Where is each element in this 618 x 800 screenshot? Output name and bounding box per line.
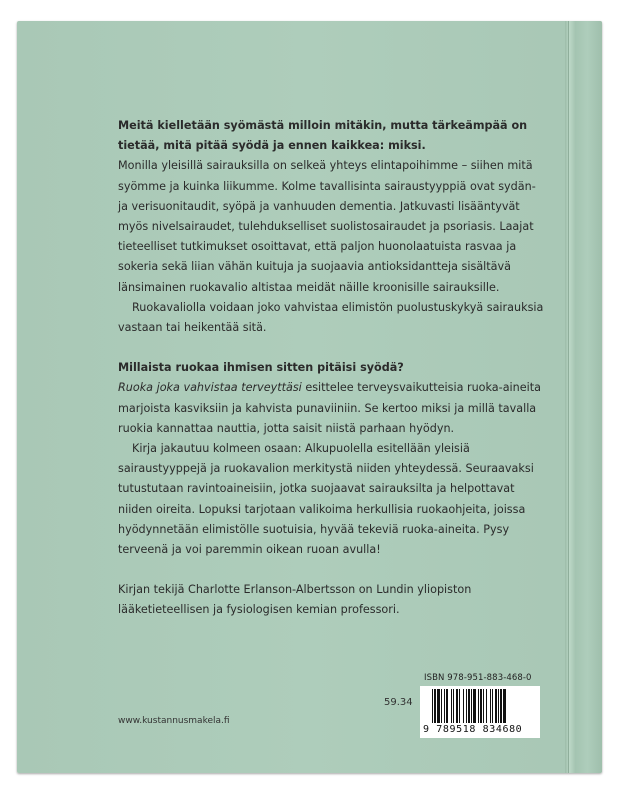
- barcode-bar: [446, 689, 448, 723]
- barcode-bar: [490, 689, 491, 723]
- section-heading: Millaista ruokaa ihmisen sitten pitäisi syödä?: [118, 361, 404, 375]
- barcode-bar: [451, 689, 452, 723]
- barcode-bar: [466, 689, 467, 723]
- paragraph-structure: Kirja jakautuu kolmeen osaan: Alkupuolella esitellään yleisiä sairaustyyppejä ja ruokavalion merkitystä niiden yhteydessä. Seuraavaksi tutustutaan ravintoaineisiin, jotka suojaavat sairauksilta ja helpottavat niiden oireita. Lopuksi tarjotaan valikoima herkullisia ruokaohjeita, joissa hyödynnetään elimistölle suotuisia, hyvää tekeviä ruoka-aineita. Pysy terveenä ja voi paremmin oikean ruoan avulla!: [118, 442, 534, 557]
- paragraph-lifestyle: Monilla yleisillä sairauksilla on selkeä yhteys elintapoihimme – siihen mitä syömme ja kuinka liikumme. Kolme tavallisinta sairaustyyppiä ovat sydän- ja verisuonitaudit, syöpä ja vanhuuden dementia. Jatkuvasti lisääntyvät myös nivelsairaudet, tulehdukselliset suolistosairaudet ja psoriasis. Laajat tieteelliset tutkimukset osoittavat, että paljon huonolaatuista rasvaa ja sokeria sekä liian vähän kuituja ja suojaavia antioksidantteja sisältävä länsimainen ruokavalio altistaa meidät näille kroonisille sairauksille.: [118, 159, 536, 294]
- barcode-bar: [480, 689, 482, 723]
- barcode-bar: [456, 689, 458, 723]
- barcode-bar: [471, 689, 472, 723]
- publisher-url: www.kustannusmakela.fi: [118, 716, 230, 726]
- barcode-bar: [453, 689, 454, 723]
- book-spine: [565, 21, 602, 773]
- barcode-bar: [473, 689, 476, 723]
- barcode-bar: [432, 689, 433, 723]
- barcode-bar: [478, 689, 479, 723]
- cover-text: [118, 116, 546, 621]
- barcode-bar: [441, 689, 442, 723]
- price-code: 59.34: [384, 697, 413, 708]
- barcode-bar: [486, 689, 487, 723]
- barcode-bar: [444, 689, 445, 723]
- barcode: [420, 686, 540, 738]
- barcode-bar: [463, 689, 464, 723]
- spine-hinge: [568, 21, 569, 773]
- barcode-bar: [434, 689, 436, 723]
- barcode-bar: [459, 689, 460, 723]
- barcode-bar: [468, 689, 470, 723]
- barcode-bar: [498, 689, 499, 723]
- barcode-bar: [503, 689, 506, 723]
- barcode-bars: [432, 689, 532, 723]
- paragraph-book-intro-text: esittelee terveysvaikutteisia ruoka-aineita marjoista kasviksiin ja kahvista punaviiniin. Se kertoo miksi ja millä tavalla ruokia kannattaa nauttia, jotta saisit niistä parhaan hyödyn.: [118, 381, 541, 435]
- barcode-bar: [500, 689, 502, 723]
- isbn-label: ISBN 978-951-883-468-0: [424, 673, 532, 683]
- intro-heading: Meitä kielletään syömästä milloin mitäkin, mutta tärkeämpää on tietää, mitä pitää syödä ja ennen kaikkea: miksi.: [118, 119, 528, 153]
- paragraph-diet: Ruokavaliolla voidaan joko vahvistaa elimistön puolustuskykyä sairauksia vastaan tai heikentää sitä.: [118, 300, 544, 335]
- barcode-bar: [483, 689, 484, 723]
- book-title: Ruoka joka vahvistaa terveyttäsi: [118, 381, 302, 395]
- barcode-digits: 9 789518 834680: [423, 724, 523, 735]
- barcode-bar: [437, 689, 440, 723]
- author-note: Kirjan tekijä Charlotte Erlanson-Albertsson on Lundin yliopiston lääketieteellisen ja fysiologisen kemian professori.: [118, 583, 472, 617]
- paragraph-book-intro: [118, 378, 546, 439]
- barcode-bar: [492, 689, 493, 723]
- barcode-bar: [495, 689, 497, 723]
